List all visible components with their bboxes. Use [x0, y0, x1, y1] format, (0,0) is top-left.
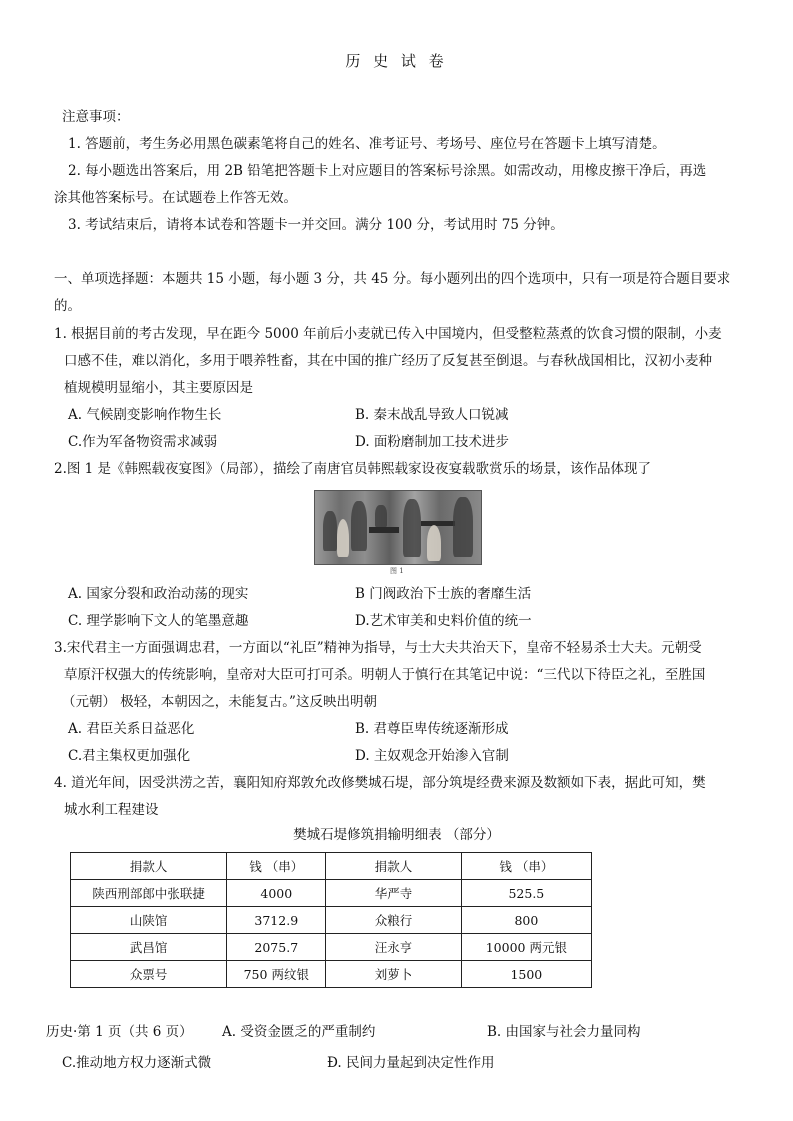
painting-image — [314, 490, 482, 565]
section-heading-cont: 的。 — [54, 298, 81, 314]
question-4-stem: 4. 道光年间，因受洪涝之苦，襄阳知府郑敦允改修樊城石堤，部分筑堤经费来源及数额如下表，据此可知，樊 — [54, 775, 706, 791]
question-1-stem: 口感不佳，难以消化，多用于喂养牲畜，其在中国的推广经历了反复甚至倒退。与春秋战国相比，汉初小麦种 — [64, 353, 712, 369]
column-header: 捐款人 — [71, 853, 227, 880]
table-header-row — [71, 853, 592, 880]
table-cell: 山陕馆 — [71, 907, 227, 934]
column-header: 钱 （串） — [461, 853, 591, 880]
table-cell: 众票号 — [71, 961, 227, 988]
question-1-option-d: D. 面粉磨制加工技术进步 — [355, 434, 509, 450]
question-3-option-b: B. 君尊臣卑传统逐渐形成 — [355, 721, 509, 737]
notice-item: 3. 考试结束后，请将本试卷和答题卡一并交回。满分 100 分，考试用时 75 分钟。 — [68, 217, 564, 233]
table-cell: 刘萝卜 — [326, 961, 461, 988]
question-3-stem: 3.宋代君主一方面强调忠君，一方面以“礼臣”精神为指导，与士大夫共治天下，皇帝不轻易杀士大夫。元朝受 — [54, 640, 702, 656]
question-3-stem: 草原汗权强大的传统影响，皇帝对大臣可打可杀。明朝人于慎行在其笔记中说：“三代以下待臣之礼，至胜国 — [64, 667, 706, 683]
question-2-option-a: A. 国家分裂和政治动荡的现实 — [68, 586, 249, 602]
notice-item: 1. 答题前，考生务必用黑色碳素笔将自己的姓名、准考证号、考场号、座位号在答题卡上填写清楚。 — [68, 136, 666, 152]
figure-caption: 图 1 — [390, 567, 404, 575]
column-header: 钱 （串） — [227, 853, 326, 880]
question-1-stem: 植规模明显缩小，其主要原因是 — [64, 380, 253, 396]
question-3-stem: （元朝） 极轻，本朝因之，未能复古。”这反映出明朝 — [62, 694, 377, 710]
table-cell: 华严寺 — [326, 880, 461, 907]
question-2-stem: 2.图 1 是《韩熙载夜宴图》（局部），描绘了南唐官员韩熙载家设夜宴载歌赏乐的场景，该作品体现了 — [54, 461, 652, 477]
page-title: 历 史 试 卷 — [345, 52, 448, 70]
question-4-option-a: A. 受资金匮乏的严重制约 — [222, 1024, 376, 1040]
question-3-option-a: A. 君臣关系日益恶化 — [68, 721, 195, 737]
table-row — [71, 961, 592, 988]
table-cell: 525.5 — [461, 880, 591, 907]
section-heading: 一、单项选择题：本题共 15 小题，每小题 3 分，共 45 分。每小题列出的四个选项中，只有一项是符合题目要求 — [54, 271, 731, 287]
question-1-option-a: A. 气候剧变影响作物生长 — [68, 407, 222, 423]
page-footer: 历史·第 1 页（共 6 页） — [46, 1024, 193, 1040]
table-title: 樊城石堤修筑捐输明细表 （部分） — [293, 827, 500, 843]
table-cell: 汪永亨 — [326, 934, 461, 961]
table-cell: 3712.9 — [227, 907, 326, 934]
question-4-stem: 城水利工程建设 — [64, 802, 159, 818]
question-2-option-d: D.艺术审美和史料价值的统一 — [355, 613, 532, 629]
question-4-option-d: Đ. 民间力量起到决定性作用 — [327, 1055, 495, 1071]
question-4-option-c: C.推动地方权力逐渐式微 — [62, 1055, 212, 1071]
notice-item: 2. 每小题选出答案后，用 2B 铅笔把答题卡上对应题目的答案标号涂黑。如需改动，用橡皮擦干净后，再选 — [68, 163, 707, 179]
question-1-option-c: C.作为军备物资需求减弱 — [68, 434, 218, 450]
table-cell: 800 — [461, 907, 591, 934]
question-2-option-b: B 门阀政治下士族的奢靡生活 — [355, 586, 532, 602]
question-1-option-b: B. 秦末战乱导致人口锐减 — [355, 407, 509, 423]
table-cell: 2075.7 — [227, 934, 326, 961]
table-row — [71, 934, 592, 961]
table-cell: 武昌馆 — [71, 934, 227, 961]
table-cell: 750 两纹银 — [227, 961, 326, 988]
question-4-option-b: B. 由国家与社会力量同构 — [487, 1024, 641, 1040]
question-3-option-d: D. 主奴观念开始渗入官制 — [355, 748, 509, 764]
question-3-option-c: C.君主集权更加强化 — [68, 748, 191, 764]
notice-item: 涂其他答案标号。在试题卷上作答无效。 — [54, 190, 297, 206]
table-cell: 陕西刑部郎中张联捷 — [71, 880, 227, 907]
column-header: 捐款人 — [326, 853, 461, 880]
notice-heading: 注意事项： — [62, 109, 130, 125]
table-cell: 10000 两元银 — [461, 934, 591, 961]
table-row — [71, 880, 592, 907]
table-row — [71, 907, 592, 934]
question-2-option-c: C. 理学影响下文人的笔墨意趣 — [68, 613, 249, 629]
table-cell: 4000 — [227, 880, 326, 907]
donation-table — [70, 852, 592, 988]
question-1-stem: 1. 根据目前的考古发现，早在距今 5000 年前后小麦就已传入中国境内，但受整粒蒸煮的饮食习惯的限制，小麦 — [54, 326, 722, 342]
table-cell: 众粮行 — [326, 907, 461, 934]
table-cell: 1500 — [461, 961, 591, 988]
